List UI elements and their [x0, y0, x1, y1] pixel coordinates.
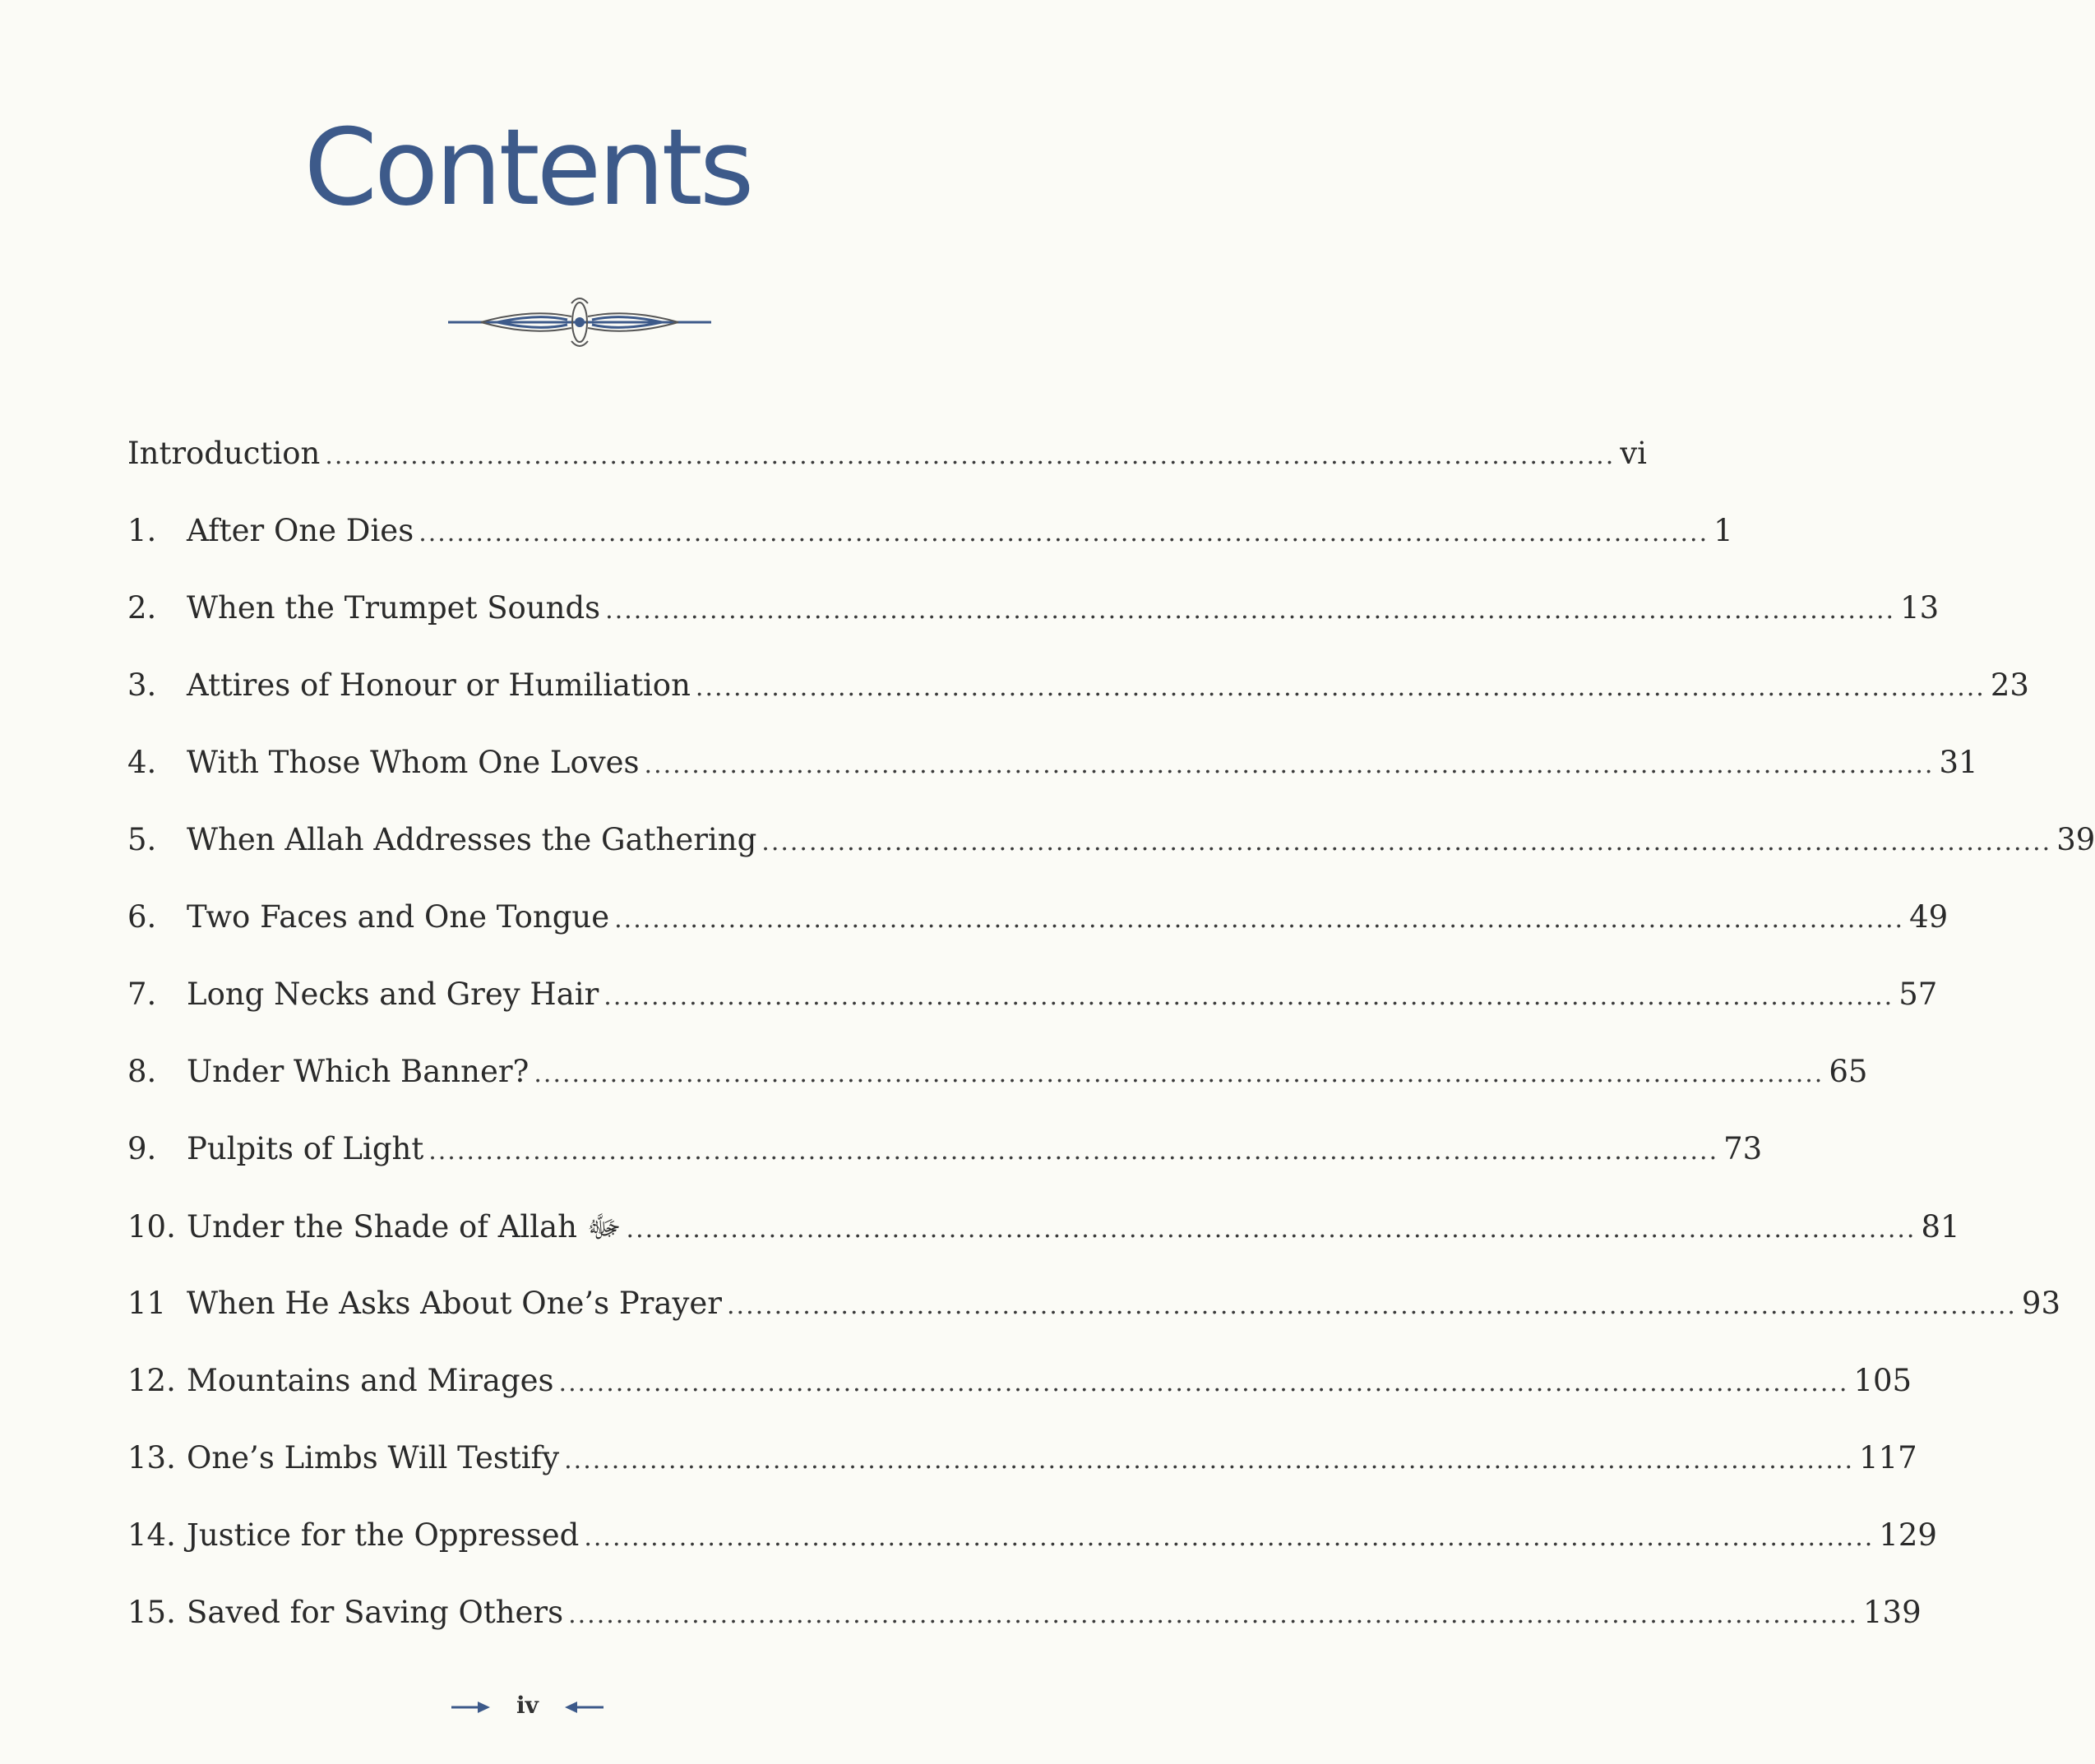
- toc-entry[interactable]: [127, 1131, 1763, 1208]
- toc-entry[interactable]: [127, 1054, 1868, 1131]
- toc-leader-dots: ........................................................................................................................................: [644, 750, 1935, 779]
- footer-right-arrow-icon: [558, 1699, 604, 1716]
- toc-entry-page: 1: [1713, 513, 1733, 548]
- toc-entry-title: Justice for the Oppressed: [187, 1517, 580, 1553]
- toc-leader-dots: ........................................................................................................................................: [614, 905, 1905, 934]
- toc-entry[interactable]: [127, 1595, 1922, 1672]
- toc-entry-number: 7.: [127, 977, 157, 1012]
- toc-entry-number: 13.: [127, 1440, 176, 1475]
- toc-entry[interactable]: [127, 667, 2029, 745]
- table-of-contents: [127, 436, 2095, 1672]
- toc-entry-number: 5.: [127, 822, 157, 857]
- toc-leader-dots: ........................................................................................................................................: [695, 673, 1986, 702]
- toc-leader-dots: ........................................................................................................................................: [584, 1523, 1875, 1552]
- toc-entry-page: vi: [1620, 436, 1647, 471]
- toc-entry-title: When He Asks About One’s Prayer: [187, 1286, 722, 1321]
- toc-entry-page: 13: [1900, 590, 1940, 626]
- toc-entry-title: Under the Shade of Allah ﷻ: [187, 1209, 622, 1244]
- toc-entry-number: 10.: [127, 1209, 176, 1244]
- toc-entry-number: 4.: [127, 745, 157, 780]
- toc-entry-page: 117: [1859, 1440, 1917, 1475]
- decorative-ornament-icon: [448, 292, 711, 353]
- toc-leader-dots: ........................................................................................................................................: [605, 596, 1896, 625]
- toc-entry-page: 65: [1829, 1054, 1868, 1089]
- toc-entry-title: Attires of Honour or Humiliation: [187, 667, 691, 703]
- toc-entry-title: Pulpits of Light: [187, 1131, 424, 1166]
- toc-entry[interactable]: [127, 899, 1949, 977]
- toc-entry[interactable]: [127, 436, 1647, 513]
- toc-leader-dots: ........................................................................................................................................: [558, 1369, 1849, 1397]
- toc-entry-number: 15.: [127, 1595, 176, 1630]
- toc-entry[interactable]: [127, 1440, 1917, 1517]
- toc-entry-number: 3.: [127, 667, 157, 703]
- toc-entry-title: When Allah Addresses the Gathering: [187, 822, 757, 857]
- toc-entry[interactable]: [127, 1363, 1912, 1440]
- toc-entry-page: 49: [1909, 899, 1949, 935]
- toc-entry-number: 1.: [127, 513, 157, 548]
- toc-leader-dots: ........................................................................................................................................: [428, 1137, 1719, 1166]
- toc-leader-dots: ........................................................................................................................................: [604, 982, 1894, 1011]
- toc-leader-dots: ........................................................................................................................................: [419, 519, 1709, 547]
- toc-entry-page: 139: [1863, 1595, 1922, 1630]
- toc-entry[interactable]: [127, 513, 1733, 590]
- toc-entry[interactable]: [127, 1286, 2061, 1363]
- toc-entry-title: When the Trumpet Sounds: [187, 590, 601, 626]
- toc-entry-page: 129: [1879, 1517, 1937, 1553]
- toc-entry-title: Long Necks and Grey Hair: [187, 977, 599, 1012]
- page-footer: [0, 1692, 1055, 1719]
- toc-entry-number: 12.: [127, 1363, 176, 1398]
- toc-entry-page: 81: [1921, 1209, 1960, 1244]
- toc-entry-number: 11: [127, 1286, 167, 1321]
- toc-entry-title: Mountains and Mirages: [187, 1363, 554, 1398]
- toc-entry-title: One’s Limbs Will Testify: [187, 1440, 560, 1475]
- toc-leader-dots: ........................................................................................................................................: [564, 1446, 1855, 1475]
- toc-entry-number: 8.: [127, 1054, 157, 1089]
- toc-entry[interactable]: [127, 977, 1938, 1054]
- toc-leader-dots: ........................................................................................................................................: [727, 1291, 2017, 1320]
- toc-entry-number: 6.: [127, 899, 157, 935]
- toc-leader-dots: ........................................................................................................................................: [568, 1600, 1859, 1629]
- toc-entry-page: 57: [1898, 977, 1938, 1012]
- toc-leader-dots: ........................................................................................................................................: [325, 441, 1616, 470]
- toc-entry[interactable]: [127, 1517, 1937, 1595]
- toc-entry-number: 9.: [127, 1131, 157, 1166]
- toc-entry-page: 23: [1990, 667, 2029, 703]
- page-title: Contents: [303, 107, 752, 229]
- toc-leader-dots: ........................................................................................................................................: [534, 1060, 1824, 1088]
- page-number: iv: [516, 1692, 539, 1719]
- toc-entry[interactable]: [127, 1208, 1960, 1286]
- toc-entry-title: With Those Whom One Loves: [187, 745, 640, 780]
- toc-entry-title: Introduction: [127, 436, 321, 471]
- toc-entry-title: Under Which Banner?: [187, 1054, 530, 1089]
- toc-entry-number: 2.: [127, 590, 157, 626]
- toc-entry[interactable]: [127, 745, 1978, 822]
- toc-leader-dots: ........................................................................................................................................: [761, 828, 2052, 857]
- toc-entry-page: 93: [2021, 1286, 2061, 1321]
- toc-entry-number: 14.: [127, 1517, 176, 1553]
- toc-entry-page: 39: [2056, 822, 2095, 857]
- toc-leader-dots: ........................................................................................................................................: [626, 1215, 1917, 1244]
- toc-entry-title: Saved for Saving Others: [187, 1595, 564, 1630]
- toc-entry-title: After One Dies: [187, 513, 414, 548]
- footer-left-arrow-icon: [451, 1699, 497, 1716]
- toc-entry-page: 105: [1853, 1363, 1912, 1398]
- toc-entry-title: Two Faces and One Tongue: [187, 899, 610, 935]
- toc-entry-page: 31: [1939, 745, 1978, 780]
- toc-entry-page: 73: [1723, 1131, 1763, 1166]
- toc-entry[interactable]: [127, 822, 2095, 899]
- toc-entry[interactable]: [127, 590, 1940, 667]
